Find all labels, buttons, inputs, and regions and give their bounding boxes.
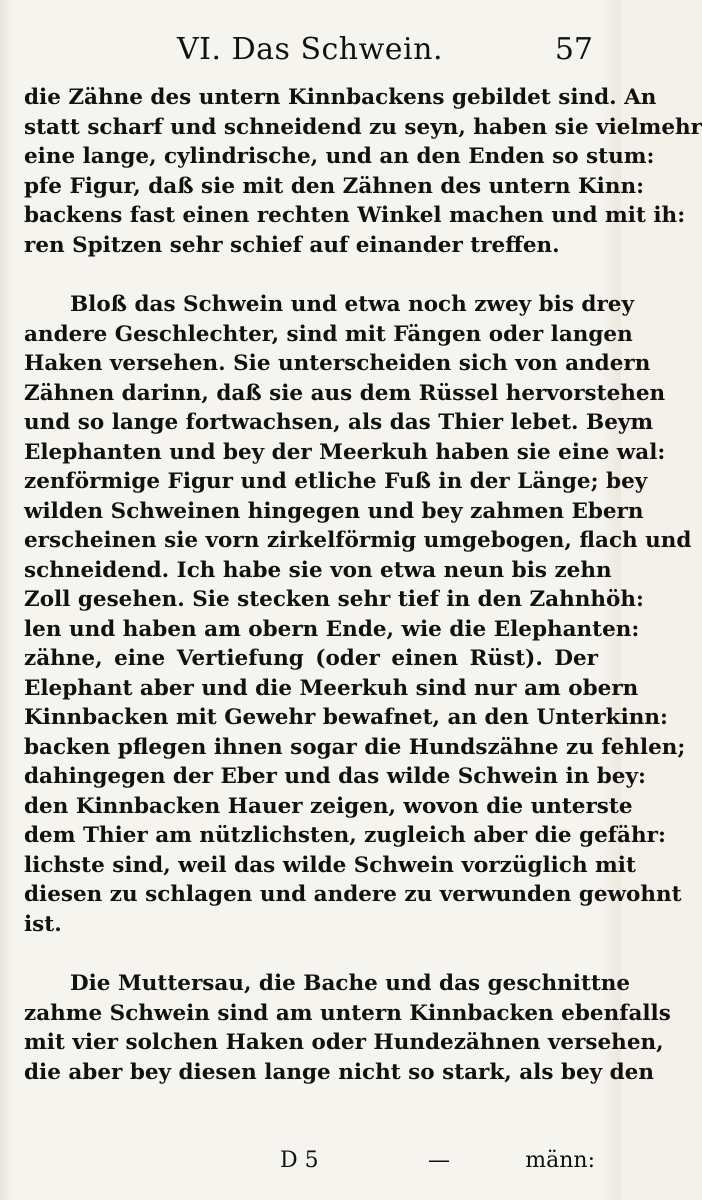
text-line: dahingegen der Eber und das wilde Schwein in bey: (24, 764, 646, 789)
paragraph-1 (24, 83, 702, 260)
text-line: ren Spitzen sehr schief auf einander treffen. (24, 232, 560, 258)
text-line: Bloß das Schwein und etwa noch zwey bis drey (70, 292, 634, 317)
text-line: schneidend. Ich habe sie von etwa neun bis zehn (24, 557, 612, 583)
signature-mark: D 5 (280, 1148, 319, 1173)
page-footer (0, 1148, 621, 1188)
text-line: den Kinnbacken Hauer zeigen, wovon die unterste (24, 793, 633, 819)
body-text (24, 83, 702, 1087)
text-line: andere Geschlechter, sind mit Fängen oder langen (24, 321, 633, 347)
text-line: und so lange fortwachsen, als das Thier lebet. Beym (24, 410, 654, 435)
footer-dash: — (428, 1148, 450, 1173)
text-line: zahme Schwein sind am untern Kinnbacken ebenfalls (24, 1000, 671, 1026)
text-line: wilden Schweinen hingegen und bey zahmen Ebern (24, 498, 644, 524)
text-line: len und haben am obern Ende, wie die Elephanten: (24, 616, 640, 642)
text-line: erscheinen sie vorn zirkelförmig umgebogen, flach und (24, 528, 692, 553)
running-title: VI. Das Schwein. (176, 32, 444, 67)
paragraph-gap (24, 260, 598, 290)
text-line: die Zähne des untern Kinnbackens gebildet sind. An (24, 85, 657, 110)
page-number: 57 (554, 32, 593, 67)
text-line: Elephanten und bey der Meerkuh haben sie eine wal: (24, 439, 666, 465)
paragraph-gap (24, 939, 598, 969)
catchword: männ: (525, 1148, 595, 1173)
text-line: Zähnen darinn, daß sie aus dem Rüssel hervorstehen (24, 380, 666, 406)
text-line: Kinnbacken mit Gewehr bewafnet, an den Unterkinn: (24, 705, 668, 730)
text-line: dem Thier am nützlichsten, zugleich aber die gefähr: (24, 823, 666, 848)
text-line: lichste sind, weil das wilde Schwein vorzüglich mit (24, 852, 636, 878)
paragraph-3 (24, 969, 671, 1087)
text-line: ist. (24, 911, 62, 937)
text-line: backen pflegen ihnen sogar die Hundszähne zu fehlen; (24, 734, 686, 760)
text-line: Die Muttersau, die Bache und das geschnittne (70, 971, 631, 996)
text-line: eine lange, cylindrische, und an den Enden so stum: (24, 144, 655, 169)
text-line: die aber bey diesen lange nicht so stark, als bey den (24, 1059, 654, 1085)
text-line: diesen zu schlagen und andere zu verwunden gewohnt (24, 882, 682, 907)
text-line: Haken versehen. Sie unterscheiden sich von andern (24, 351, 651, 376)
text-line: Elephant aber und die Meerkuh sind nur am obern (24, 675, 639, 701)
running-header (0, 28, 621, 78)
text-line: backens fast einen rechten Winkel machen und mit ih: (24, 203, 686, 228)
text-line: zähne, eine Vertiefung (oder einen Rüst). Der (24, 646, 598, 671)
text-line: Zoll gesehen. Sie stecken sehr tief in den Zahnhöh: (24, 587, 644, 612)
text-line: mit vier solchen Haken oder Hundezähnen versehen, (24, 1030, 664, 1055)
paragraph-2 (24, 290, 692, 939)
text-line: pfe Figur, daß sie mit den Zähnen des untern Kinn: (24, 173, 645, 199)
text-line: zenförmige Figur und etliche Fuß in der Länge; bey (24, 469, 648, 494)
text-line: statt scharf und schneidend zu seyn, haben sie vielmehr (24, 114, 702, 140)
